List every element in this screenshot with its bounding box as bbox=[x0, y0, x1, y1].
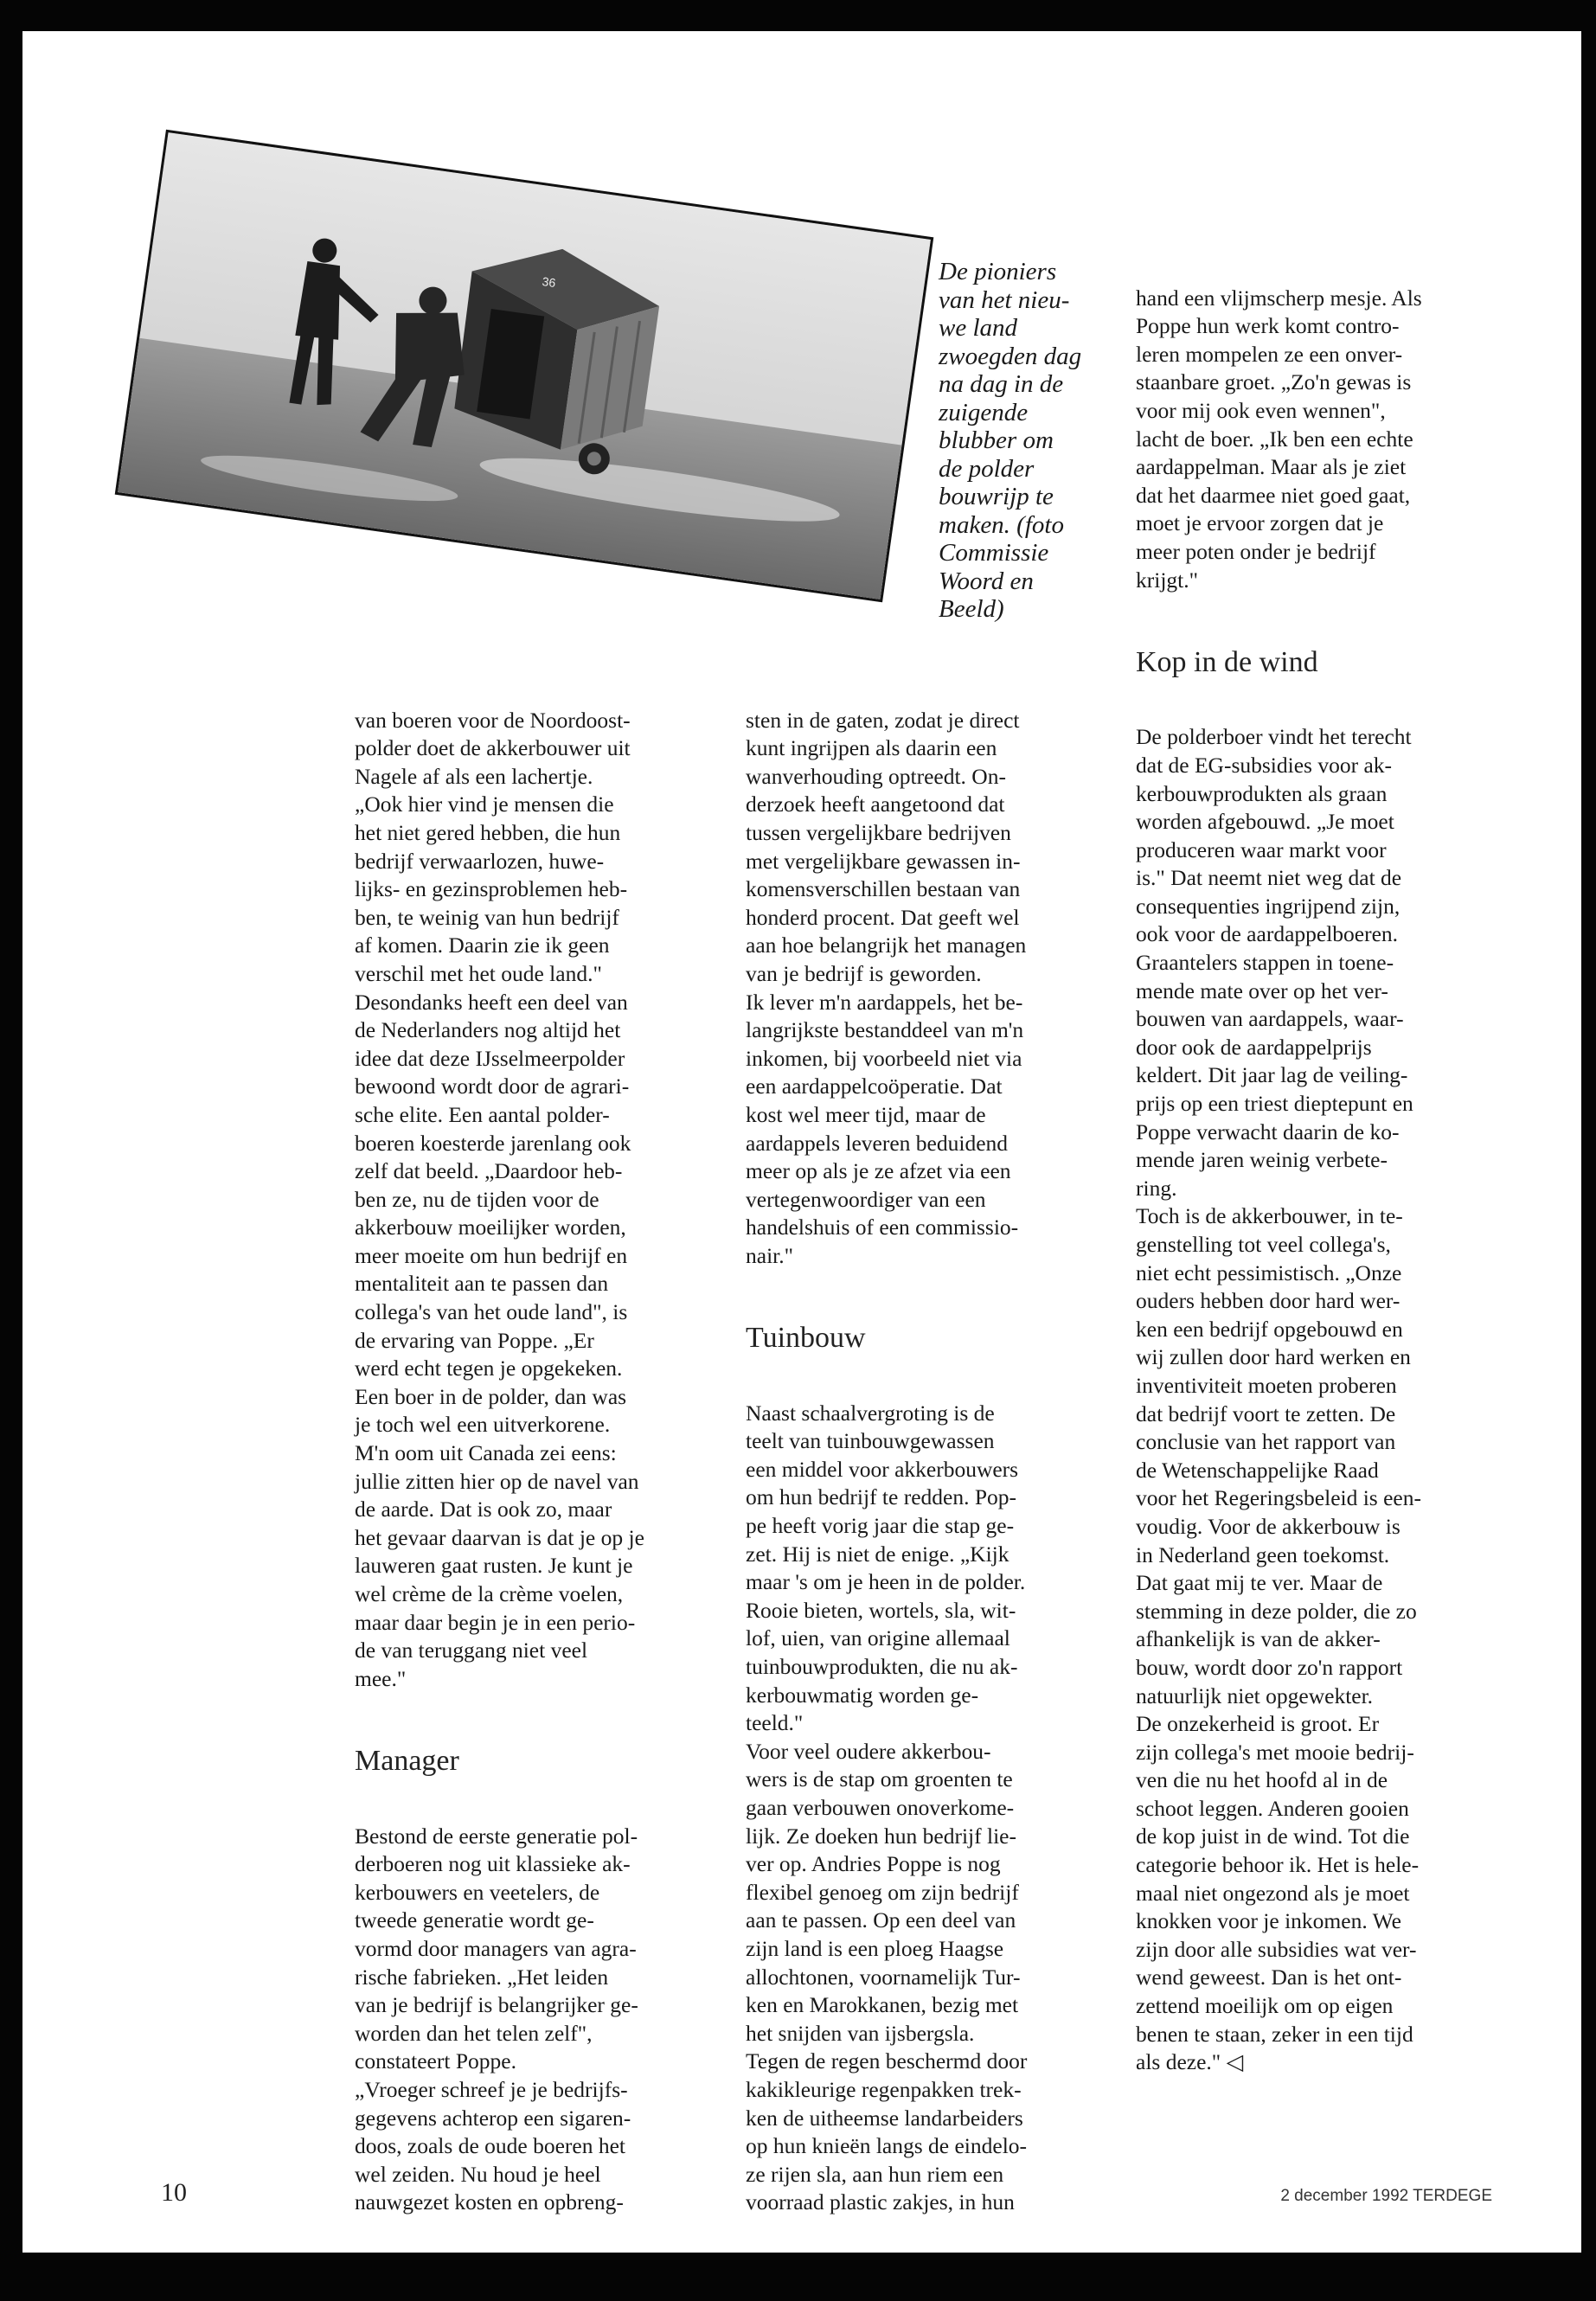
article-column-3 bbox=[1136, 256, 1499, 2105]
column-3-body-text: De polderboer vindt het terecht dat de EG-subsidies voor ak- kerbouwprodukten als graan worden afgebouwd. „Je moet produceren waar markt voor is." Dat neemt niet weg dat de consequenties ingrijpend zijn, ook voor de aardappelboeren. Graantelers stappen in toene- mende mate over op het ver- bouwen van aardappels, waar- door ook de aardappelprijs keldert. Dit jaar lag de veiling- prijs op een triest dieptepunt en Poppe verwacht daarin de ko- mende jaren weinig verbete- ring. Toch is de akkerbouwer, in te- genstelling tot veel collega's, niet echt pessimistisch. „Onze ouders hebben door hard wer- ken een bedrijf opgebouwd en wij zullen door hard werken en inventiviteit moeten proberen dat bedrijf voort te zetten. De conclusie van het rapport van de Wetenschappelijke Raad voor het Regeringsbeleid is een- voudig. Voor de akkerbouw is in Nederland geen toekomst. Dat gaat mij te ver. Maar de stemming in deze polder, die zo afhankelijk is van de akker- bouw, wordt door zo'n rapport natuurlijk niet opgewekter. De onzekerheid is groot. Er zijn collega's met mooie bedrij- ven die nu het hoofd al in de schoot leggen. Anderen gooien de kop juist in de wind. Tot die categorie behoor ik. Het is hele- maal niet ongezond als je moet knokken voor je inkomen. We zijn door alle subsidies wat ver- wend geweest. Dan is het ont- zettend moeilijk om op eigen benen te staan, zeker in een tijd als deze." ◁ bbox=[1136, 724, 1421, 2075]
scan-border-right bbox=[1581, 0, 1596, 2301]
section-heading-manager: Manager bbox=[355, 1744, 459, 1777]
page-number: 10 bbox=[161, 2178, 187, 2207]
issue-footer: 2 december 1992 TERDEGE bbox=[1280, 2187, 1492, 2205]
column-2-body-text: Naast schaalvergroting is de teelt van tuinbouwgewassen een middel voor akkerbouwers om hun bedrijf te redden. Pop- pe heeft vorig jaar die stap ge- zet. Hij is niet de enige. „Kijk maar 's om je heen in de polder. Rooie bieten, wortels, sla, wit- lof, uien, van origine allemaal tuinbouwprodukten, die nu ak- kerbouwmatig worden ge- teeld." Voor veel oudere akkerbou- wers is de stap om groenten te gaan verbouwen onoverkome- lijk. Ze doeken hun bedrijf lie- ver op. Andries Poppe is nog flexibel genoeg om zijn bedrijf aan te passen. Op een deel van zijn land is een ploeg Haagse allochtonen, voornamelijk Tur- ken en Marokkanen, bezig met het snijden van ijsbergsla. Tegen de regen beschermd door kakikleurige regenpakken trek- ken de uitheemse landarbeiders op hun knieën langs de eindelo- ze rijen sla, aan hun riem een voorraad plastic zakjes, in hun bbox=[746, 1400, 1028, 2215]
section-heading-kop-in-de-wind: Kop in de wind bbox=[1136, 645, 1318, 678]
column-3-intro-text: hand een vlijmscherp mesje. Als Poppe hun werk komt contro- leren mompelen ze een onver- staanbare groet. „Zo'n gewas is voor mij ook even wennen", lacht de boer. „Ik ben een echte aardappelman. Maar als je ziet dat het daarmee niet goed gaat, moet je ervoor zorgen dat je meer poten onder je bedrijf krijgt." bbox=[1136, 285, 1422, 593]
section-heading-tuinbouw: Tuinbouw bbox=[746, 1322, 866, 1355]
scan-border-top bbox=[0, 0, 1596, 31]
hut-number: 36 bbox=[541, 274, 557, 291]
column-2-intro-text: sten in de gaten, zodat je direct kunt ingrijpen als daarin een wanverhouding optreedt. On- derzoek heeft aangetoond dat tussen vergelijkbare bedrijven met vergelijkbare gewassen in- komensverschillen bestaan van honderd procent. Dat geeft wel aan hoe belangrijk het managen van je bedrijf is geworden. Ik lever m'n aardappels, het be- langrijkste bestanddeel van m'n inkomen, bij voorbeeld niet via een aardappelcoöperatie. Dat kost wel meer tijd, maar de aardappels leveren beduidend meer op als je ze afzet via een vertegenwoordiger van een handelshuis of een commissio- nair." bbox=[746, 707, 1027, 1268]
photo-illustration bbox=[118, 132, 931, 599]
column-1-body-text: Bestond de eerste generatie pol- derboeren nog uit klassieke ak- kerbouwers en veetelers, de tweede generatie wordt ge- vormd door managers van agra- rische fabrieken. „Het leiden van je bedrijf is belangrijker ge- worden dan het telen zelf", constateert Poppe. „Vroeger schreef je je bedrijfs- gegevens achterop een sigaren- doos, zoals de oude boeren het wel zeiden. Nu houd je heel nauwgezet kosten en opbreng- bbox=[355, 1823, 638, 2215]
scan-border-left bbox=[0, 0, 22, 2301]
article-column-1 bbox=[355, 678, 718, 2245]
article-column-2 bbox=[746, 678, 1109, 2245]
photo-caption: De pioniers van het nieu- we land zwoegden dag na dag in de zuigende blubber om de polder bouwrijp te maken. (foto Commissie Woord en Beeld) bbox=[939, 258, 1082, 623]
scan-border-bottom bbox=[0, 2253, 1596, 2301]
column-1-intro-text: van boeren voor de Noordoost- polder doet de akkerbouwer uit Nagele af als een lachertje. „Ook hier vind je mensen die het niet gered hebben, die hun bedrijf verwaarlozen, huwe- lijks- en gezinsproblemen heb- ben, te weinig van hun bedrijf af komen. Daarin zie ik geen verschil met het oude land." Desondanks heeft een deel van de Nederlanders nog altijd het idee dat deze IJsselmeerpolder bewoond wordt door de agrari- sche elite. Een aantal polder- boeren koesterde jarenlang ook zelf dat beeld. „Daardoor heb- ben ze, nu de tijden voor de akkerbouw moeilijker worden, meer moeite om hun bedrijf en mentaliteit aan te passen dan collega's van het oude land", is de ervaring van Poppe. „Er werd echt tegen je opgekeken. Een boer in de polder, dan was je toch wel een uitverkorene. M'n oom uit Canada zei eens: jullie zitten hier op de navel van de aarde. Dat is ook zo, maar het gevaar daarvan is dat je op je lauweren gaat rusten. Je kunt je wel crème de la crème voelen, maar daar begin je in een perio- de van teruggang niet veel mee." bbox=[355, 707, 644, 1691]
article-photo bbox=[115, 130, 934, 603]
